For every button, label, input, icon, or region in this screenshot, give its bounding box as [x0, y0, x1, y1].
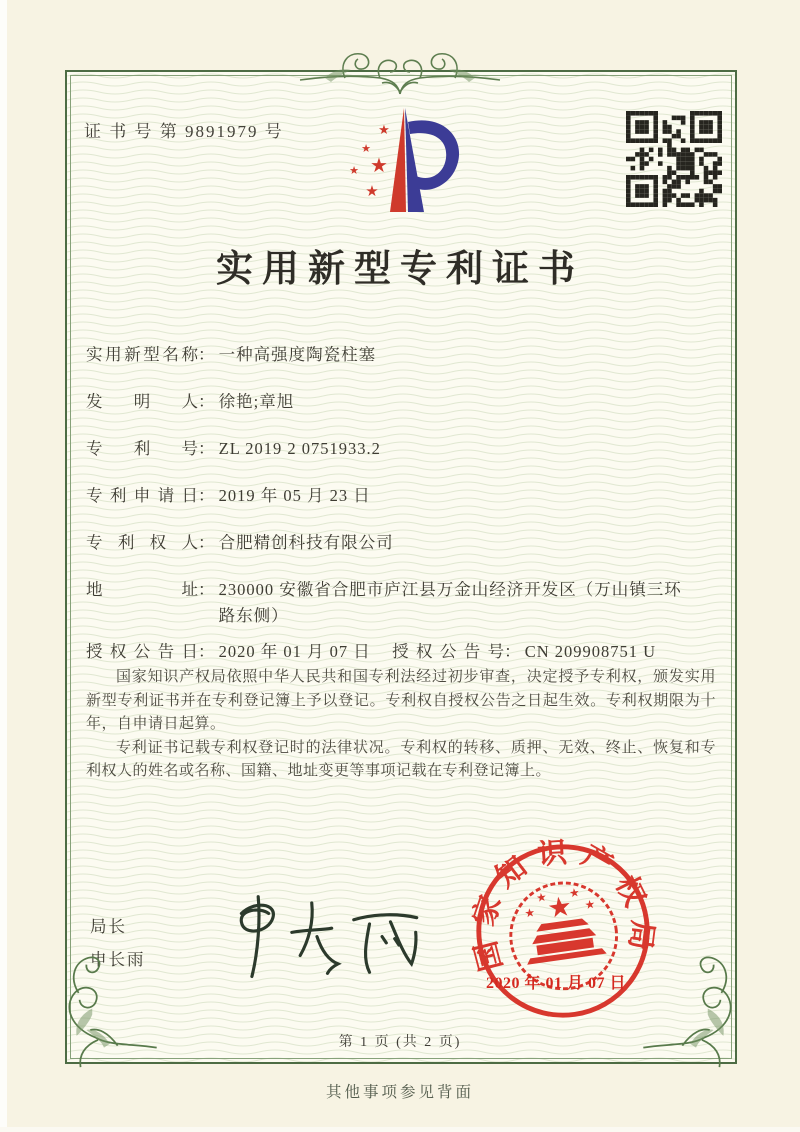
seal-date: 2020 年 01 月 07 日: [486, 975, 627, 992]
grant-number-value: CN 209908751 U: [524, 642, 657, 661]
field-label: 专利权人: [86, 533, 198, 552]
label-colon: ：: [198, 533, 215, 552]
svg-text:★: ★: [535, 889, 548, 906]
field-value: 徐艳;章旭: [218, 392, 295, 411]
label-colon: ：: [198, 580, 215, 599]
field-value: 230000 安徽省合肥市庐江县万金山经济开发区（万山镇三环路东侧）: [218, 580, 682, 625]
legal-paragraph: 专利证书记载专利权登记时的法律状况。专利权的转移、质押、无效、终止、恢复和专利权人的姓名或名称、国籍、地址变更等事项记载在专利登记簿上。: [86, 739, 716, 780]
svg-text:★: ★: [361, 142, 371, 155]
grant-date-group: [86, 639, 388, 665]
field-label: 授权公告日: [86, 642, 198, 661]
label-colon: ：: [198, 345, 215, 364]
field-row-address: [86, 577, 726, 629]
legal-paragraph: 国家知识产权局依照中华人民共和国专利法经过初步审查，决定授予专利权，颁发实用新型专利证书并在专利登记簿上予以登记。专利权自授权公告之日起生效。专利权期限为十年，自申请日起算。: [86, 669, 716, 733]
field-label: 地址: [86, 580, 198, 599]
field-label: 授权公告号: [392, 642, 505, 661]
signatory-title: 局长: [90, 917, 127, 936]
certificate-number: 证 书 号 第 9891979 号: [84, 122, 284, 141]
label-colon: ：: [198, 486, 215, 505]
page-number: 第 1 页 (共 2 页): [338, 1035, 462, 1050]
top-border-ornament-icon: [295, 42, 505, 100]
legal-text: [86, 666, 716, 784]
label-colon: ：: [198, 642, 215, 661]
field-value: 合肥精创科技有限公司: [218, 533, 394, 552]
cnipa-logo-icon: [332, 100, 472, 228]
seal-text: 国家知识产权局: [467, 836, 659, 975]
corner-ornament-icon: [48, 950, 158, 1072]
field-row-patent-no: [86, 436, 726, 462]
corner-ornament-icon: [642, 950, 752, 1072]
field-row-filing-date: [86, 483, 726, 509]
svg-text:★: ★: [583, 896, 597, 913]
svg-text:★: ★: [545, 890, 575, 926]
field-label: 实用新型名称: [86, 345, 198, 364]
svg-text:★: ★: [378, 123, 390, 138]
field-value: 一种高强度陶瓷柱塞: [218, 345, 377, 364]
svg-text:★: ★: [568, 885, 581, 901]
field-value: 2019 年 05 月 23 日: [218, 486, 371, 505]
label-colon: ：: [198, 439, 215, 458]
svg-text:★: ★: [523, 905, 536, 921]
certificate-title: 实用新型专利证书: [216, 249, 584, 290]
field-row-inventor: [86, 389, 726, 415]
field-label: 发明人: [86, 392, 198, 411]
field-list: [86, 342, 726, 686]
svg-text:★: ★: [349, 164, 359, 177]
field-value: ZL 2019 2 0751933.2: [218, 439, 381, 458]
qr-code-icon: [626, 111, 722, 207]
grant-date-value: 2020 年 01 月 07 日: [218, 642, 371, 661]
signatory-name: 申长雨: [90, 950, 146, 969]
field-label: 专利号: [86, 439, 198, 458]
label-colon: ：: [198, 392, 215, 411]
field-row-name: [86, 342, 726, 368]
back-note: 其他事项参见背面: [325, 1084, 474, 1101]
svg-text:★: ★: [370, 153, 388, 177]
label-colon: ：: [504, 642, 521, 661]
field-row-patentee: [86, 530, 726, 556]
field-row-grant: [86, 639, 726, 665]
grant-number-group: [392, 642, 656, 661]
official-seal-icon: [458, 826, 668, 1036]
commissioner-signature-icon: [212, 890, 422, 980]
svg-text:★: ★: [365, 182, 379, 200]
field-label: 专利申请日: [86, 486, 198, 505]
